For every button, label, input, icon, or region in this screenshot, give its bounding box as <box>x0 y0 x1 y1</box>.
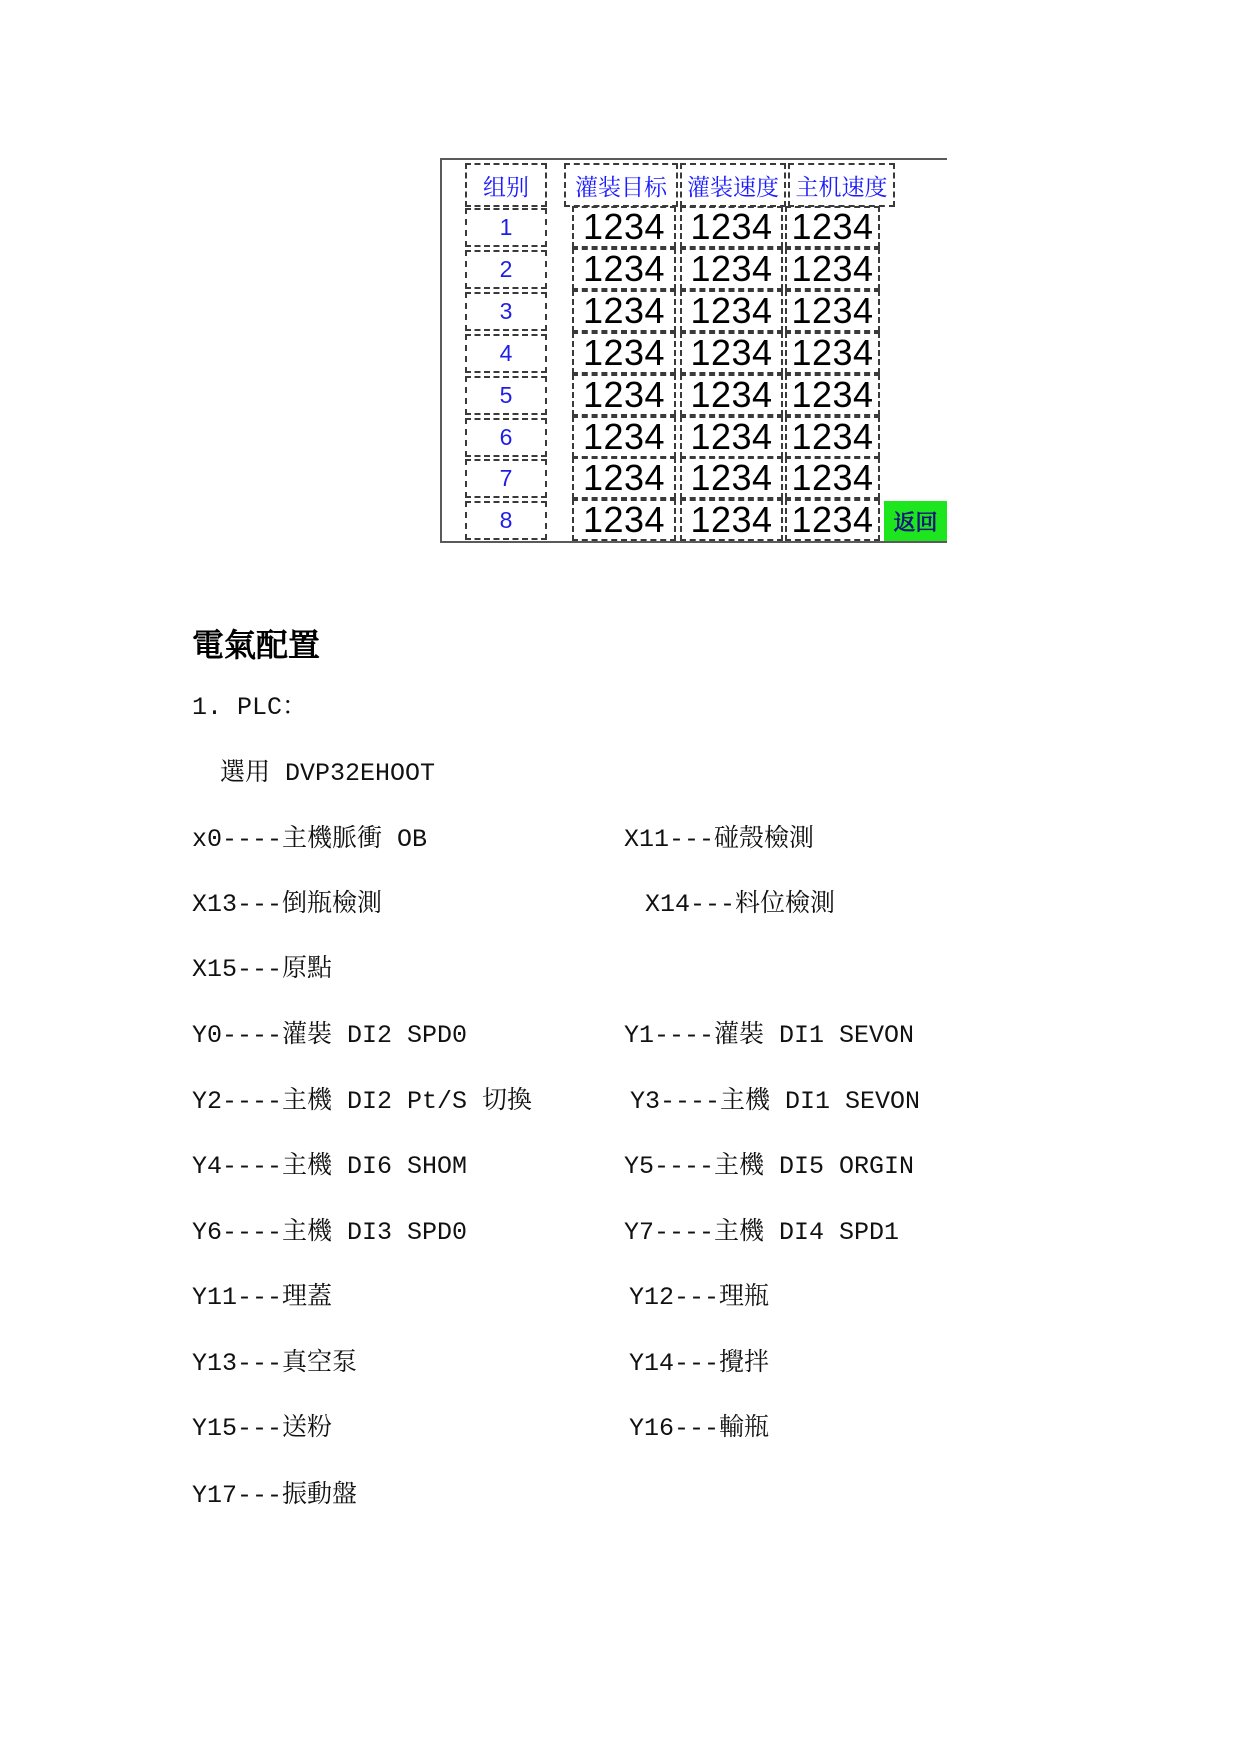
main-speed-field[interactable]: 1234 <box>785 206 880 248</box>
io-row <box>0 890 1241 920</box>
io-row <box>0 825 1241 855</box>
io-entry-right: Y7----主機 DI4 SPD1 <box>624 1218 900 1247</box>
fill-target-field[interactable]: 1234 <box>572 206 676 248</box>
fill-speed-field[interactable]: 1234 <box>680 206 783 248</box>
io-entry-right: Y12---理瓶 <box>629 1283 770 1312</box>
fill-target-field[interactable]: 1234 <box>572 499 676 541</box>
fill-target-field[interactable]: 1234 <box>572 416 676 458</box>
io-row <box>0 1087 1241 1117</box>
main-speed-field[interactable]: 1234 <box>785 290 880 332</box>
fill-speed-field[interactable]: 1234 <box>680 374 783 416</box>
fill-speed-field[interactable]: 1234 <box>680 290 783 332</box>
io-entry-left: X15---原點 <box>192 955 333 984</box>
io-entry-right: Y14---攪拌 <box>629 1349 770 1378</box>
header-group: 组别 <box>465 163 547 207</box>
group-number: 2 <box>465 250 547 289</box>
io-entry-left: Y2----主機 DI2 Pt/S 切換 <box>192 1087 533 1116</box>
group-number: 6 <box>465 418 547 457</box>
io-entry-left: Y17---振動盤 <box>192 1481 358 1510</box>
io-entry-right: X14---料位檢測 <box>645 890 836 919</box>
plc-model: 選用 DVP32EHOOT <box>220 759 436 788</box>
io-entry-right: Y3----主機 DI1 SEVON <box>630 1087 921 1116</box>
main-speed-field[interactable]: 1234 <box>785 457 880 499</box>
io-row <box>0 1481 1241 1511</box>
group-number: 8 <box>465 501 547 540</box>
main-speed-field[interactable]: 1234 <box>785 248 880 290</box>
fill-target-field[interactable]: 1234 <box>572 332 676 374</box>
fill-speed-field[interactable]: 1234 <box>680 499 783 541</box>
io-entry-left: Y4----主機 DI6 SHOM <box>192 1152 468 1181</box>
io-entry-right: X11---碰殼檢測 <box>624 825 815 854</box>
plc-label: 1. PLC： <box>192 693 308 722</box>
section-heading: 電氣配置 <box>192 626 321 664</box>
io-entry-left: Y15---送粉 <box>192 1414 333 1443</box>
back-button[interactable]: 返回 <box>884 501 947 541</box>
group-number: 7 <box>465 459 547 498</box>
io-entry-right: Y16---輸瓶 <box>629 1414 770 1443</box>
fill-target-field[interactable]: 1234 <box>572 290 676 332</box>
io-entry-left: Y13---真空泵 <box>192 1349 358 1378</box>
io-row <box>0 1283 1241 1313</box>
io-row <box>0 1021 1241 1051</box>
io-row <box>0 1414 1241 1444</box>
main-speed-field[interactable]: 1234 <box>785 332 880 374</box>
io-entry-left: Y0----灌裝 DI2 SPD0 <box>192 1021 468 1050</box>
fill-target-field[interactable]: 1234 <box>572 457 676 499</box>
header-fill-target: 灌装目标 <box>564 163 678 207</box>
io-entry-left: x0----主機脈衝 OB <box>192 825 428 854</box>
group-number: 1 <box>465 208 547 247</box>
header-main-speed: 主机速度 <box>788 163 895 207</box>
io-row <box>0 1152 1241 1182</box>
io-entry-left: Y6----主機 DI3 SPD0 <box>192 1218 468 1247</box>
fill-speed-field[interactable]: 1234 <box>680 248 783 290</box>
fill-target-field[interactable]: 1234 <box>572 374 676 416</box>
main-speed-field[interactable]: 1234 <box>785 416 880 458</box>
group-number: 3 <box>465 292 547 331</box>
io-row <box>0 1349 1241 1379</box>
fill-speed-field[interactable]: 1234 <box>680 332 783 374</box>
hmi-recipe-table <box>440 158 947 543</box>
io-entry-right: Y1----灌裝 DI1 SEVON <box>624 1021 915 1050</box>
fill-target-field[interactable]: 1234 <box>572 248 676 290</box>
group-number: 4 <box>465 334 547 373</box>
io-row <box>0 1218 1241 1248</box>
group-number: 5 <box>465 376 547 415</box>
main-speed-field[interactable]: 1234 <box>785 374 880 416</box>
io-entry-left: X13---倒瓶檢測 <box>192 890 383 919</box>
fill-speed-field[interactable]: 1234 <box>680 457 783 499</box>
io-entry-right: Y5----主機 DI5 ORGIN <box>624 1152 915 1181</box>
io-entry-left: Y11---理蓋 <box>192 1283 333 1312</box>
fill-speed-field[interactable]: 1234 <box>680 416 783 458</box>
io-row <box>0 955 1241 985</box>
header-fill-speed: 灌装速度 <box>680 163 786 207</box>
main-speed-field[interactable]: 1234 <box>785 499 880 541</box>
